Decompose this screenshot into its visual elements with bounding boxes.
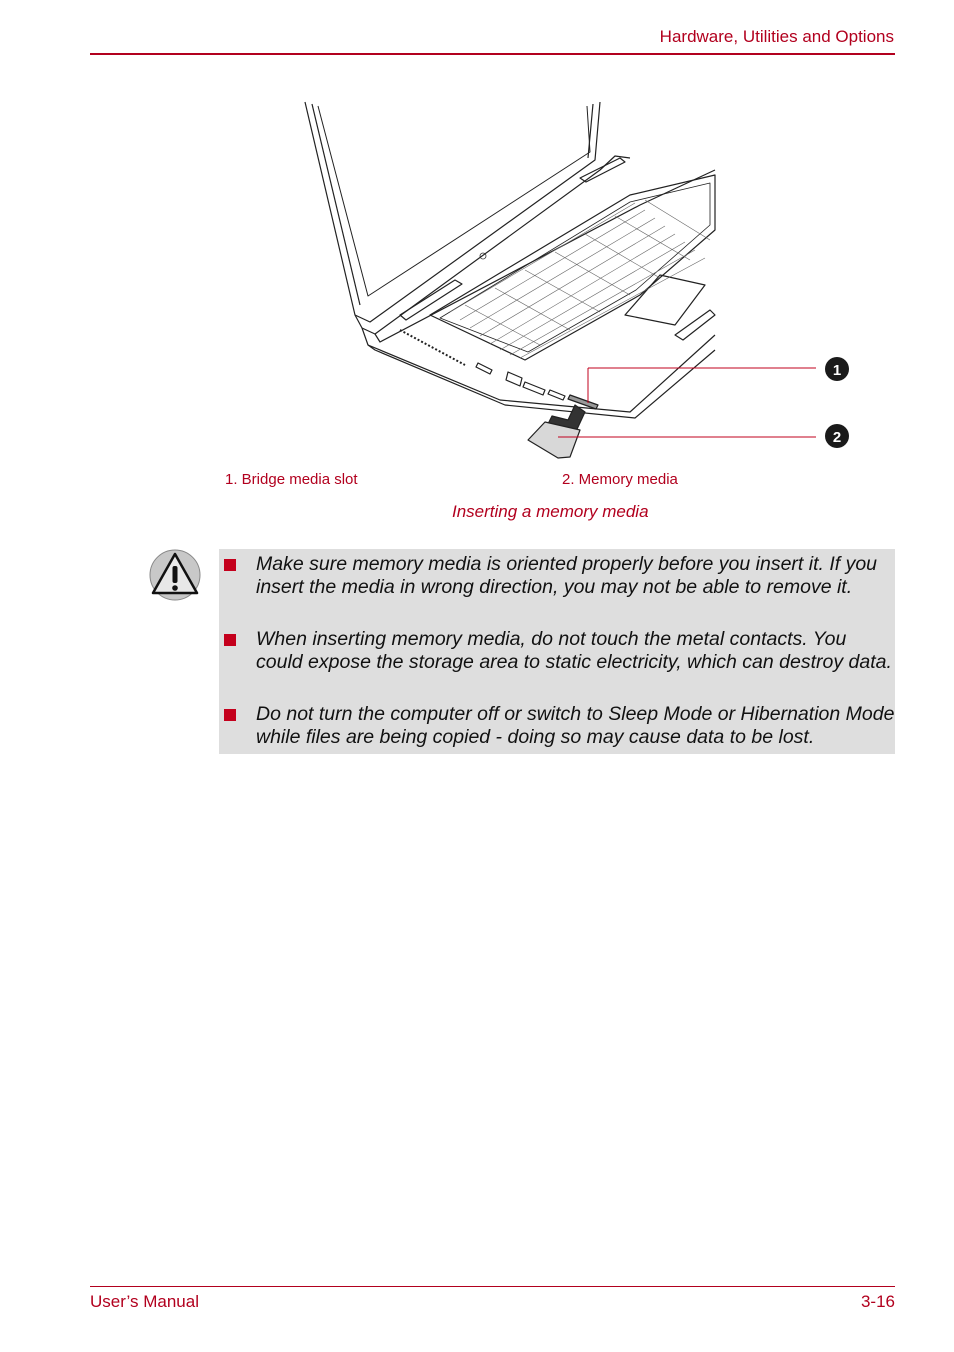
figure-caption: Inserting a memory media <box>452 502 649 521</box>
warning-icon <box>149 549 201 601</box>
page-number: 3-16 <box>860 1292 895 1311</box>
callout-label-bridge-media-slot: 1. Bridge media slot <box>225 471 358 488</box>
caution-item-text: Make sure memory media is oriented properly before you insert it. If you insert the media in wrong direction, you may not be able to remove it. <box>256 553 878 598</box>
section-title: Hardware, Utilities and Options <box>659 27 894 46</box>
callout-label-memory-media: 2. Memory media <box>562 471 678 488</box>
caution-note <box>219 549 895 754</box>
callout-2-number: 2 <box>832 429 842 446</box>
bullet-square-icon <box>224 709 236 721</box>
manual-title: User’s Manual <box>90 1292 199 1311</box>
callout-1-number: 1 <box>832 362 842 379</box>
caution-item-text: Do not turn the computer off or switch to Sleep Mode or Hibernation Mode while files are being copied - doing so may cause data to be lost. <box>256 703 895 748</box>
bullet-square-icon <box>224 634 236 646</box>
caution-item-text: When inserting memory media, do not touch the metal contacts. You could expose the storage area to static electricity, which can destroy data. <box>256 628 892 673</box>
footer-rule <box>90 1286 895 1287</box>
callout-1-marker <box>825 357 849 381</box>
bullet-square-icon <box>224 559 236 571</box>
callout-2-marker <box>825 424 849 448</box>
laptop-illustration <box>300 100 860 465</box>
header-rule <box>90 53 895 55</box>
